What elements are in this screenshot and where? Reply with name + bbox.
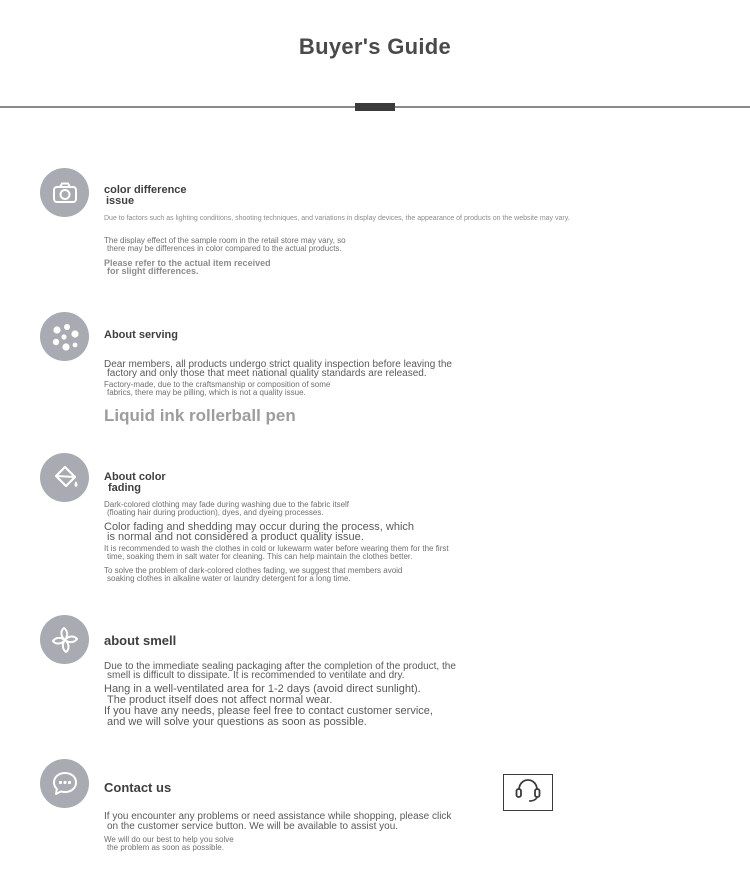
- text-line: there may be differences in color compared to the actual products.: [107, 244, 342, 253]
- text-line: on the customer service button. We will be available to assist you.: [107, 821, 399, 832]
- text-line: To solve the problem of dark-colored clothes fading, we suggest that members avoid: [104, 566, 403, 575]
- camera-icon: [40, 168, 89, 217]
- section-title-about-serving: About serving: [104, 329, 178, 341]
- text-line: for slight differences.: [107, 266, 199, 276]
- text-line: We will do our best to help you solve: [104, 835, 234, 844]
- section-title-color-difference: color difference issue: [104, 184, 187, 207]
- text-line: It is recommended to wash the clothes in cold or lukewarm water before wearing them for the first: [104, 544, 449, 553]
- text-line: Please refer to the actual item received: [104, 258, 271, 268]
- text-line: Factory-made, due to the craftsmanship or composition of some: [104, 380, 331, 389]
- chat-bubble-icon: [40, 759, 89, 808]
- section-title-about-smell: about smell: [104, 633, 177, 648]
- text-line: soaking clothes in alkaline water or laundry detergent for a long time.: [107, 574, 351, 583]
- section-title-contact-us: Contact us: [104, 780, 172, 795]
- text-line: Due to the immediate sealing packaging after the completion of the product, the: [104, 661, 456, 672]
- dots-icon: [40, 312, 89, 361]
- text-line: smell is difficult to dissipate. It is recommended to ventilate and dry.: [107, 670, 405, 681]
- customer-service-button[interactable]: [503, 774, 553, 811]
- text-line: Dark-colored clothing may fade during washing due to the fabric itself: [104, 500, 350, 509]
- section-title-about-color-fading: About color fading: [104, 471, 166, 494]
- text-line: The display effect of the sample room in the retail store may vary, so: [104, 236, 346, 245]
- text-line: If you encounter any problems or need assistance while shopping, please click: [104, 811, 452, 822]
- text-line: Hang in a well-ventilated area for 1-2 days (avoid direct sunlight).: [104, 683, 421, 695]
- header-accent-bar: [355, 103, 395, 111]
- text-line: and we will solve your questions as soon as possible.: [107, 716, 367, 728]
- text-line: is normal and not considered a product quality issue.: [107, 531, 364, 543]
- text-line: the problem as soon as possible.: [107, 843, 224, 852]
- text-line: Color fading and shedding may occur during the process, which: [104, 521, 415, 533]
- text-line: The product itself does not affect normal wear.: [107, 694, 333, 706]
- text-line: (floating hair during production), dyes, and dyeing processes.: [107, 508, 324, 517]
- text-line: time, soaking them in salt water for cleaning. This can help maintain the clothes better.: [107, 552, 413, 561]
- headset-icon: [512, 777, 544, 808]
- text-line: If you have any needs, please feel free to contact customer service,: [104, 705, 433, 717]
- paint-bucket-icon: [40, 453, 89, 502]
- page-title: Buyer's Guide: [298, 34, 452, 59]
- text-line: factory and only those that meet national quality standards are released.: [107, 368, 427, 379]
- overlay-text: Liquid ink rollerball pen: [104, 406, 296, 425]
- text-line: Due to factors such as lighting conditions, shooting techniques, and variations in display devices, the appearance of products on the website may vary.: [104, 215, 570, 222]
- fan-icon: [40, 615, 89, 664]
- text-line: fabrics, there may be pilling, which is not a quality issue.: [107, 388, 306, 397]
- text-line: Dear members, all products undergo strict quality inspection before leaving the: [104, 359, 452, 370]
